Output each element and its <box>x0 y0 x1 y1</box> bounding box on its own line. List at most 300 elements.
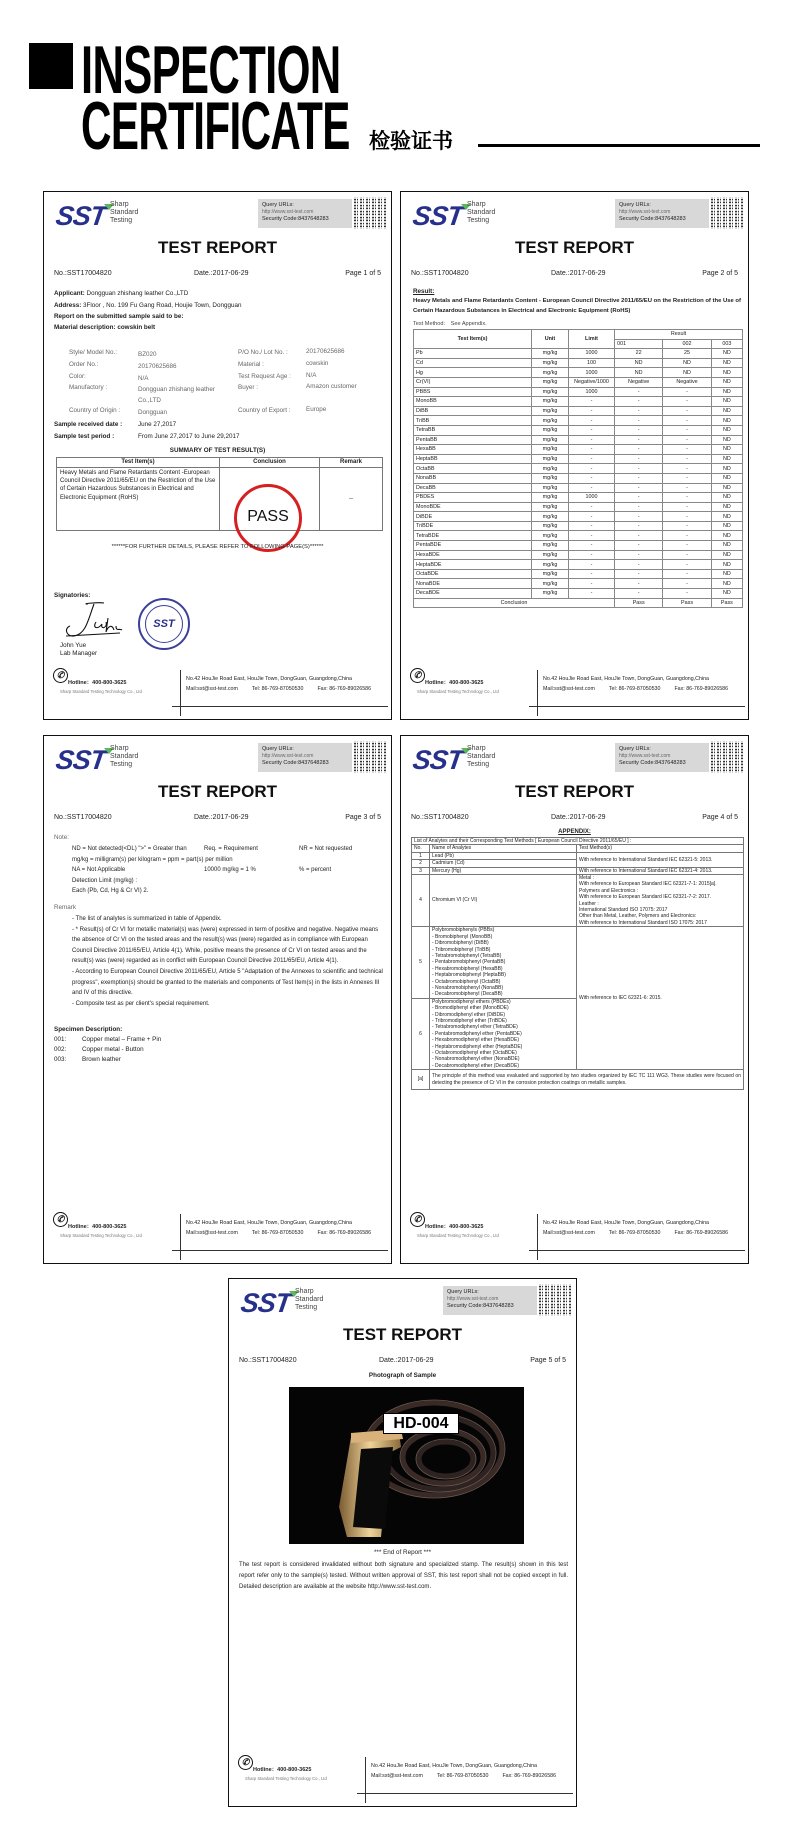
table-row <box>414 387 743 397</box>
sst-logo: SST <box>410 745 465 775</box>
table-cell: - <box>663 454 711 464</box>
footer-tel: Tel: 86-769-87050530 <box>436 1773 489 1779</box>
field-value: 20170625686 <box>138 363 177 370</box>
table-cell: - <box>569 541 615 551</box>
table-cell: ND <box>711 406 742 416</box>
note-line: NR = Not requested <box>299 846 353 852</box>
analyte-line: Polybromobiphenyls (PBBs) <box>432 927 495 934</box>
page-title: TEST REPORT <box>157 782 277 801</box>
table-row <box>414 425 743 435</box>
table-cell: ND <box>711 435 742 445</box>
table-cell: 1000 <box>569 387 615 397</box>
table-cell: - <box>569 397 615 407</box>
brand-name <box>467 201 495 225</box>
note-line: ND = Not detected(<DL) ">" = Greater than <box>72 846 187 852</box>
period-label: Sample test period : <box>54 433 115 440</box>
table-cell: ND <box>711 550 742 560</box>
table-cell: - <box>569 502 615 512</box>
table-cell: ND <box>615 358 663 368</box>
footer-address: No.42 HouJie Road East, HouJie Town, DongGuan, Guangdong,China <box>371 1763 537 1769</box>
note-line: Each (Pb, Cd, Hg & Cr VI) 2. <box>72 888 149 894</box>
page-number: Page 5 of 5 <box>530 1357 566 1364</box>
table-cell: - <box>569 454 615 464</box>
table-cell: ND <box>711 541 742 551</box>
report-number: No.:SST17004820 <box>54 814 112 821</box>
table-cell: - <box>615 521 663 531</box>
method-line: Other than Metal, Leather, Polymers and Electronics: <box>579 913 697 920</box>
appendix-table <box>411 837 744 1090</box>
table-cell: Negative <box>663 377 711 387</box>
conclusion-value: Pass <box>615 598 663 608</box>
report-number: No.:SST17004820 <box>411 814 469 821</box>
footer-mail: Mail:sst@sst-test.com <box>543 1230 595 1236</box>
specimen-desc: Copper metal – Frame + Pin <box>82 1036 162 1043</box>
table-cell: - <box>663 512 711 522</box>
phone-icon: ✆ <box>410 668 425 683</box>
test-method: Test Method： See Appendix. <box>413 321 487 327</box>
table-cell: ND <box>711 521 742 531</box>
field-value: cowskin <box>306 360 329 367</box>
row-method: With reference to International Standard IEC 62321-4: 2013. <box>577 867 744 874</box>
table-cell: - <box>615 502 663 512</box>
pass-stamp: PASS <box>234 484 302 552</box>
table-cell: mg/kg <box>532 589 569 599</box>
table-row <box>414 377 743 387</box>
analyte-line: - Decabromobiphenyl (DecaBB) <box>432 991 503 998</box>
phone-icon: ✆ <box>53 1212 68 1227</box>
table-cell: mg/kg <box>532 445 569 455</box>
footer-divider <box>537 670 538 716</box>
table-row <box>414 560 743 570</box>
table-cell: - <box>569 579 615 589</box>
report-page-2 <box>400 191 749 720</box>
table-cell: mg/kg <box>532 435 569 445</box>
note-line: % = percent <box>299 867 332 873</box>
table-cell: - <box>663 435 711 445</box>
analyte-line: - Bromobiphenyl (MonoBB) <box>432 933 493 940</box>
table-cell: mg/kg <box>532 550 569 560</box>
field-label: Color: <box>69 373 86 380</box>
analyte-line: - Tetrabromobiphenyl (TetraBB) <box>432 952 502 959</box>
table-cell: ND <box>711 387 742 397</box>
table-cell: mg/kg <box>532 473 569 483</box>
method-line: Metal : <box>579 875 595 882</box>
field-value: Dongguan zhishang leather Co.,LTD <box>138 386 216 404</box>
applicant <box>54 290 188 298</box>
table-cell: - <box>663 531 711 541</box>
table-cell: - <box>615 512 663 522</box>
table-cell: - <box>615 493 663 503</box>
query-title: Query URLs: <box>619 202 651 208</box>
row-method <box>577 875 744 927</box>
table-cell: mg/kg <box>532 541 569 551</box>
disclaimer-text: The test report is considered invalidated without both signature and specialized stamp. The result(s) shown in this test report refer only to the sample(s) tested. Without written approval of SST, this test report shall not be copied except in full. Detailed description are available at the website <box>239 1562 568 1590</box>
page-title: TEST REPORT <box>342 1325 462 1344</box>
end-of-report: *** End of Report *** <box>373 1549 432 1556</box>
table-cell: ND <box>711 454 742 464</box>
table-row <box>414 445 743 455</box>
analyte-line: - Tribromodiphenyl ether (TriBDE) <box>432 1017 507 1024</box>
footer-fax: Fax: 86-769-89026586 <box>317 1230 372 1236</box>
results-table <box>413 329 743 608</box>
disclaimer-end: . <box>429 1584 432 1590</box>
row-name <box>430 927 577 998</box>
security-code: Security Code:8437648283 <box>262 760 329 766</box>
applicant-label: Applicant: <box>54 290 85 297</box>
qr-code <box>354 741 386 773</box>
header-unit: Unit <box>532 330 569 349</box>
brand-line: Standard <box>467 209 496 216</box>
appendix-caption: List of Analytes and their Corresponding Test Methods [ European Council Directive 2011/65/EU ] : <box>412 838 744 845</box>
table-cell: - <box>615 416 663 426</box>
company-name: Sharp Standard Testing Technology Co., Ltd <box>245 1776 327 1781</box>
table-cell: mg/kg <box>532 416 569 426</box>
analyte-line: - Dibromobiphenyl (DiBB) <box>432 940 489 947</box>
table-cell: ND <box>711 569 742 579</box>
table-cell: - <box>663 445 711 455</box>
table-cell: mg/kg <box>532 358 569 368</box>
further-details: ******FOR FURTHER DETAILS, PLEASE REFER TO FOLLOWING PAGE(S)****** <box>111 544 324 550</box>
method-line: Polymers and Electronics : <box>579 887 639 894</box>
table-cell: ND <box>711 445 742 455</box>
summary-remark: -- <box>320 468 383 531</box>
table-cell: - <box>615 589 663 599</box>
analyte-line: - Tetrabromodiphenyl ether (TetraBDE) <box>432 1024 518 1031</box>
query-title: Query URLs: <box>619 746 651 752</box>
query-box <box>443 1286 537 1315</box>
header-name: Name of Analytes <box>430 845 577 852</box>
address <box>54 302 242 310</box>
table-cell: - <box>569 464 615 474</box>
report-page-4 <box>400 735 749 1264</box>
conclusion-value: Pass <box>711 598 742 608</box>
result-heading: Heavy Metals and Flame Retardants Content - European Council Directive 2011/65/EU on the Restriction of the Use of Certain Hazardous Substances in Electrical and Electronic Equipment (RoHS) <box>413 298 741 314</box>
query-url[interactable]: http://www.sst-test.com <box>619 753 671 759</box>
table-cell: ND <box>711 464 742 474</box>
footer-rule <box>529 1250 745 1251</box>
footer-fax: Fax: 86-769-89026586 <box>674 686 729 692</box>
table-cell: DecaBDE <box>414 589 532 599</box>
note-line: mg/kg = milligram(s) per kilogram = ppm = part(s) per million <box>72 856 233 863</box>
seal-logo: SST <box>145 605 183 643</box>
banner-title-line2: CERTIFICATE <box>81 88 350 164</box>
table-cell: - <box>615 550 663 560</box>
query-box <box>615 199 709 228</box>
page-title: TEST REPORT <box>514 238 634 257</box>
table-cell: - <box>663 483 711 493</box>
table-cell: - <box>569 425 615 435</box>
table-cell: mg/kg <box>532 406 569 416</box>
analyte-line: - Nonabromobiphenyl (NonaBB) <box>432 984 504 991</box>
specimen-desc: Copper metal - Button <box>82 1046 144 1053</box>
query-box <box>615 743 709 772</box>
table-cell: - <box>663 387 711 397</box>
table-cell: - <box>663 397 711 407</box>
table-cell: mg/kg <box>532 377 569 387</box>
banner-square <box>29 43 73 89</box>
conclusion-value: Pass <box>663 598 711 608</box>
table-cell: 100 <box>569 358 615 368</box>
appendix-row <box>412 852 744 859</box>
specimen-desc: Brown leather <box>82 1056 121 1063</box>
table-cell: - <box>663 406 711 416</box>
footer-tel: Tel: 86-769-87050530 <box>251 686 304 692</box>
footer-tel: Tel: 86-769-87050530 <box>608 686 661 692</box>
report-page-3 <box>43 735 392 1264</box>
table-cell: - <box>615 454 663 464</box>
query-url[interactable]: http://www.sst-test.com <box>619 209 671 215</box>
table-cell: - <box>663 521 711 531</box>
row-name: Mercury (Hg) <box>430 867 577 874</box>
table-cell: mg/kg <box>532 493 569 503</box>
table-cell: HeptaBB <box>414 454 532 464</box>
table-cell: - <box>615 464 663 474</box>
table-cell: ND <box>711 377 742 387</box>
row-no: 5 <box>412 927 430 998</box>
method-line: Leather : <box>579 900 599 907</box>
table-row <box>414 358 743 368</box>
table-row <box>414 550 743 560</box>
security-code: Security Code:8437648283 <box>619 760 686 766</box>
field-value: BZ020 <box>138 351 157 358</box>
table-cell: mg/kg <box>532 560 569 570</box>
table-cell: mg/kg <box>532 569 569 579</box>
table-cell: OctaBDE <box>414 569 532 579</box>
footer-tel: Tel: 86-769-87050530 <box>608 1230 661 1236</box>
table-cell: Cr(VI) <box>414 377 532 387</box>
phone-icon: ✆ <box>238 1755 253 1770</box>
table-cell: mg/kg <box>532 512 569 522</box>
field-value: Amazon customer <box>306 383 357 390</box>
note-line: 10000 mg/kg = 1 % <box>204 867 256 873</box>
received-label: Sample received date : <box>54 421 123 428</box>
hotline: Hotline：400-800-3625 <box>68 680 127 686</box>
field-label: Country of Origin : <box>69 407 121 414</box>
table-cell: - <box>569 512 615 522</box>
note-label: Note: <box>54 834 70 841</box>
footer-divider <box>365 1757 366 1803</box>
address-label: Address: <box>54 302 82 309</box>
phone-icon: ✆ <box>410 1212 425 1227</box>
header-result: Result <box>615 330 743 340</box>
table-cell: - <box>663 589 711 599</box>
summary-header-remark: Remark <box>320 458 383 468</box>
table-cell: ND <box>711 560 742 570</box>
company-name: Sharp Standard Testing Technology Co., Ltd <box>417 1233 499 1238</box>
conclusion-row <box>414 598 743 608</box>
table-cell: - <box>663 560 711 570</box>
table-cell: - <box>663 473 711 483</box>
table-cell: - <box>569 521 615 531</box>
footer-address: No.42 HouJie Road East, HouJie Town, DongGuan, Guangdong,China <box>543 1220 709 1226</box>
signature-image <box>58 600 128 642</box>
footer-rule <box>172 706 388 707</box>
hotline: Hotline：400-800-3625 <box>253 1767 312 1773</box>
hotline: Hotline：400-800-3625 <box>425 1224 484 1230</box>
query-url[interactable]: http://www.sst-test.com <box>447 1296 499 1302</box>
table-cell: - <box>615 531 663 541</box>
brand-line: Testing <box>110 761 133 768</box>
summary-item: Heavy Metals and Flame Retardants Content -European Council Directive 2011/65/EU on the Restriction of the Use of Certain Hazardous Substances in Electrical and Electronic Equipment (RoHS) <box>57 468 220 531</box>
table-cell: 25 <box>663 349 711 359</box>
table-cell: - <box>615 541 663 551</box>
table-cell: 22 <box>615 349 663 359</box>
specimen-id: 003: <box>54 1056 67 1063</box>
signatories-label: Signatories: <box>54 592 91 599</box>
summary-title: SUMMARY OF TEST RESULT(S) <box>169 447 266 454</box>
appendix-footnote-row <box>412 1070 744 1090</box>
table-cell: ND <box>711 531 742 541</box>
table-row <box>414 512 743 522</box>
brand-line: Sharp <box>295 1288 314 1295</box>
qr-code <box>711 197 743 229</box>
table-cell: mg/kg <box>532 387 569 397</box>
table-cell: - <box>569 531 615 541</box>
appendix-label: APPENDIX: <box>558 829 591 835</box>
header-sample: 001 <box>615 339 663 349</box>
table-cell: PentaBB <box>414 435 532 445</box>
brand-name <box>295 1288 323 1312</box>
table-row <box>414 493 743 503</box>
result-label: Result: <box>413 288 435 295</box>
query-title: Query URLs: <box>262 746 294 752</box>
table-cell: - <box>569 416 615 426</box>
note-line: Detection Limit (mg/kg) : <box>72 877 138 884</box>
table-cell: Negative <box>615 377 663 387</box>
remark-item: - Composite test as per client's special requirement. <box>72 1000 210 1007</box>
table-row <box>414 406 743 416</box>
table-cell: ND <box>711 589 742 599</box>
footer-address: No.42 HouJie Road East, HouJie Town, DongGuan, Guangdong,China <box>543 676 709 682</box>
table-cell: ND <box>711 358 742 368</box>
summary-header-row <box>57 458 383 468</box>
summary-header-conclusion: Conclusion <box>220 458 320 468</box>
report-date: Date.:2017-06-29 <box>194 814 249 821</box>
report-number: No.:SST17004820 <box>239 1357 297 1364</box>
query-box <box>258 743 352 772</box>
brand-line: Sharp <box>467 201 486 208</box>
page-number: Page 1 of 5 <box>345 270 381 277</box>
table-cell: ND <box>615 368 663 378</box>
footer-address: No.42 HouJie Road East, HouJie Town, DongGuan, Guangdong,China <box>186 1220 352 1226</box>
brand-line: Sharp <box>467 745 486 752</box>
table-cell: ND <box>711 425 742 435</box>
company-seal <box>138 598 190 650</box>
table-cell: HexaBDE <box>414 550 532 560</box>
table-cell: MonoBDE <box>414 502 532 512</box>
appendix-row <box>412 927 744 998</box>
table-cell: mg/kg <box>532 454 569 464</box>
table-cell: ND <box>711 579 742 589</box>
query-title: Query URLs: <box>447 1289 479 1295</box>
summary-header-item: Test Item(s) <box>57 458 220 468</box>
table-cell: - <box>569 569 615 579</box>
field-label: Style/ Model No.: <box>69 349 117 356</box>
query-url[interactable]: http://www.sst-test.com <box>262 753 314 759</box>
brand-line: Testing <box>467 217 490 224</box>
report-page-1 <box>43 191 392 720</box>
table-cell: ND <box>663 368 711 378</box>
brand-line: Testing <box>295 1304 318 1311</box>
footer-mail: Mail:sst@sst-test.com <box>186 1230 238 1236</box>
table-row <box>414 521 743 531</box>
website-link[interactable]: http://www.sst-test.com <box>367 1584 430 1590</box>
qr-code <box>711 741 743 773</box>
row-name: Cadmium (Cd) <box>430 860 577 867</box>
company-name: Sharp Standard Testing Technology Co., Ltd <box>417 689 499 694</box>
report-date: Date.:2017-06-29 <box>194 270 249 277</box>
table-cell: - <box>615 425 663 435</box>
report-number: No.:SST17004820 <box>411 270 469 277</box>
query-title: Query URLs: <box>262 202 294 208</box>
table-cell: - <box>663 464 711 474</box>
conclusion-label: Conclusion <box>414 598 615 608</box>
table-cell: ND <box>711 368 742 378</box>
qr-code <box>354 197 386 229</box>
table-cell: - <box>663 541 711 551</box>
sst-logo: SST <box>238 1288 293 1318</box>
page-number: Page 4 of 5 <box>702 814 738 821</box>
field-label: Country of Export : <box>238 407 291 414</box>
analyte-line: - Tribromobiphenyl (TriBB) <box>432 946 491 953</box>
analyte-line: - Dibromodiphenyl ether (DiBDE) <box>432 1011 506 1018</box>
company-name: Sharp Standard Testing Technology Co., Ltd <box>60 689 142 694</box>
table-cell: PentaBDE <box>414 541 532 551</box>
security-code: Security Code:8437648283 <box>447 1303 514 1309</box>
table-row <box>414 531 743 541</box>
remark-item: - According to European Council Directive 2011/65/EU, Article 5 "Adaptation of the Annexes to scientific and technical progress", exemption(s) should be granted to the materials and components of Test Item(s) in the lists in Annexes III and IV of this directive. <box>72 968 383 997</box>
header-limit: Limit <box>569 330 615 349</box>
method-line: International Standard ISO 17075: 2017 <box>579 907 668 914</box>
table-cell: ND <box>711 493 742 503</box>
method-line: With reference to International Standard ISO 17075: 2017 <box>579 919 707 926</box>
table-cell: mg/kg <box>532 464 569 474</box>
report-number: No.:SST17004820 <box>54 270 112 277</box>
table-cell: - <box>569 445 615 455</box>
table-cell: Cd <box>414 358 532 368</box>
security-code: Security Code:8437648283 <box>262 216 329 222</box>
table-cell: MonoBB <box>414 397 532 407</box>
specimen-label: Specimen Description: <box>54 1026 123 1033</box>
footer-contacts <box>186 1230 385 1236</box>
table-cell: NonaBB <box>414 473 532 483</box>
report-date: Date.:2017-06-29 <box>551 814 606 821</box>
footer-mail: Mail:sst@sst-test.com <box>543 686 595 692</box>
row-no: 2 <box>412 860 430 867</box>
banner-title-line1: INSPECTION <box>81 32 341 108</box>
table-row <box>414 349 743 359</box>
query-url[interactable]: http://www.sst-test.com <box>262 209 314 215</box>
table-cell: mg/kg <box>532 425 569 435</box>
table-cell: ND <box>711 349 742 359</box>
specimen-id: 001: <box>54 1036 67 1043</box>
table-cell: - <box>663 416 711 426</box>
photo-title: Photograph of Sample <box>368 1372 437 1379</box>
footer-rule <box>357 1793 573 1794</box>
footer-mail: Mail:sst@sst-test.com <box>371 1773 423 1779</box>
table-cell: DiBDE <box>414 512 532 522</box>
footer-contacts <box>543 686 742 692</box>
table-row <box>414 473 743 483</box>
table-cell: - <box>615 397 663 407</box>
table-cell: OctaBB <box>414 464 532 474</box>
header-no: No. <box>412 845 430 852</box>
address-value: 3Floor , No. 199 Fu Gang Road, Houjie Town, Dongguan <box>83 302 242 309</box>
table-cell: DiBB <box>414 406 532 416</box>
brand-line: Sharp <box>110 745 129 752</box>
table-cell: - <box>569 473 615 483</box>
footnote-mark: [a] <box>412 1070 430 1090</box>
